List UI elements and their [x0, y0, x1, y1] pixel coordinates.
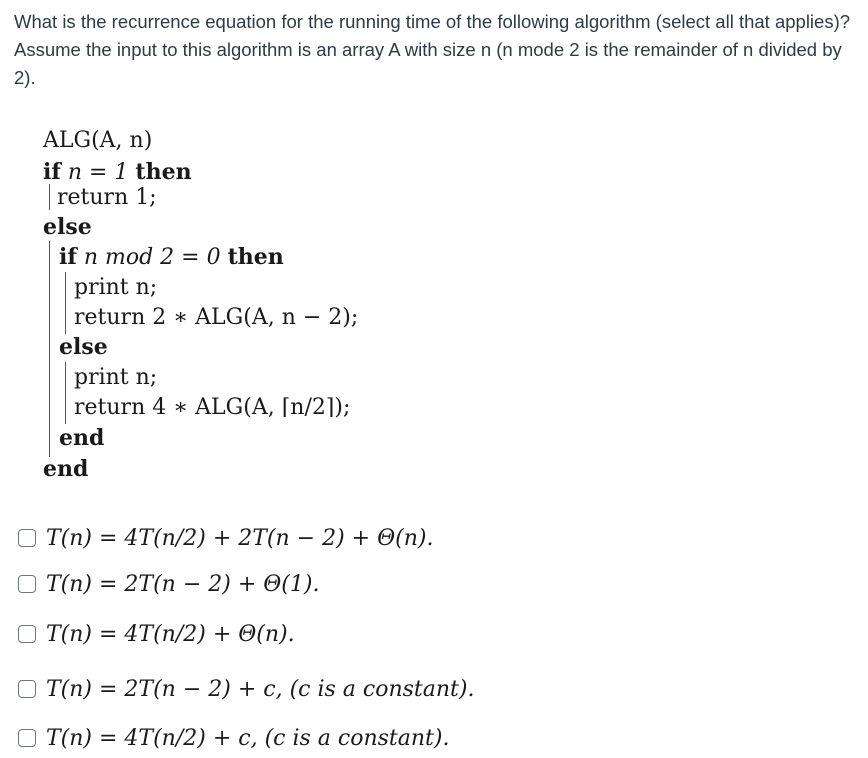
- option-5[interactable]: [18, 718, 449, 758]
- algo-return-1: return 1;: [57, 185, 157, 210]
- option-3-checkbox[interactable]: [18, 625, 36, 643]
- option-2-checkbox[interactable]: [18, 575, 36, 593]
- return-2-text: return 2 ∗ ALG(A, n − 2);: [74, 305, 359, 330]
- option-1-label: T(n) = 4T(n/2) + 2T(n − 2) + Θ(n).: [46, 525, 434, 551]
- return-3-text: return 4 ∗ ALG(A, ⌈n/2⌉);: [74, 395, 351, 420]
- option-1-checkbox[interactable]: [18, 529, 36, 547]
- option-5-label: T(n) = 4T(n/2) + c, (c is a constant).: [46, 725, 450, 751]
- option-3-label: T(n) = 4T(n/2) + Θ(n).: [46, 621, 295, 647]
- option-2[interactable]: [18, 564, 319, 604]
- indent-bar: [49, 184, 50, 210]
- option-4-label: T(n) = 2T(n − 2) + c, (c is a constant).: [46, 676, 475, 702]
- algo-return-3: [74, 395, 350, 420]
- algo-header: ALG(A, n): [43, 128, 153, 153]
- algo-if-line: [43, 159, 192, 185]
- indent-bar: [65, 362, 66, 424]
- algo-inner-if-line: [59, 244, 284, 270]
- indent-bar: [49, 241, 50, 457]
- condition-n-mod-2: n mod 2 = 0: [83, 245, 221, 270]
- keyword-end: end: [59, 425, 105, 451]
- keyword-else: else: [43, 214, 92, 240]
- option-4[interactable]: [18, 669, 474, 709]
- question-text: What is the recurrence equation for the running time of the following algorithm (select all that applies)? Assume the input to this algorithm is an array A with size n (n mode 2 is the remainder of n divided by 2).: [14, 11, 851, 88]
- algo-print-n: print n;: [74, 275, 158, 300]
- option-3[interactable]: [18, 614, 295, 654]
- keyword-if: if: [59, 244, 77, 270]
- keyword-end: end: [43, 456, 89, 482]
- keyword-else: else: [59, 334, 108, 360]
- algo-return-2: [74, 305, 358, 330]
- keyword-then: then: [135, 159, 192, 185]
- option-2-label: T(n) = 2T(n − 2) + Θ(1).: [46, 571, 320, 597]
- option-4-checkbox[interactable]: [18, 680, 36, 698]
- option-5-checkbox[interactable]: [18, 729, 36, 747]
- option-1[interactable]: [18, 518, 433, 558]
- keyword-then: then: [227, 244, 284, 270]
- keyword-if: if: [43, 159, 61, 185]
- condition-n-equals-1: n = 1: [67, 160, 129, 185]
- algo-print-n: print n;: [74, 365, 158, 390]
- indent-bar: [65, 272, 66, 334]
